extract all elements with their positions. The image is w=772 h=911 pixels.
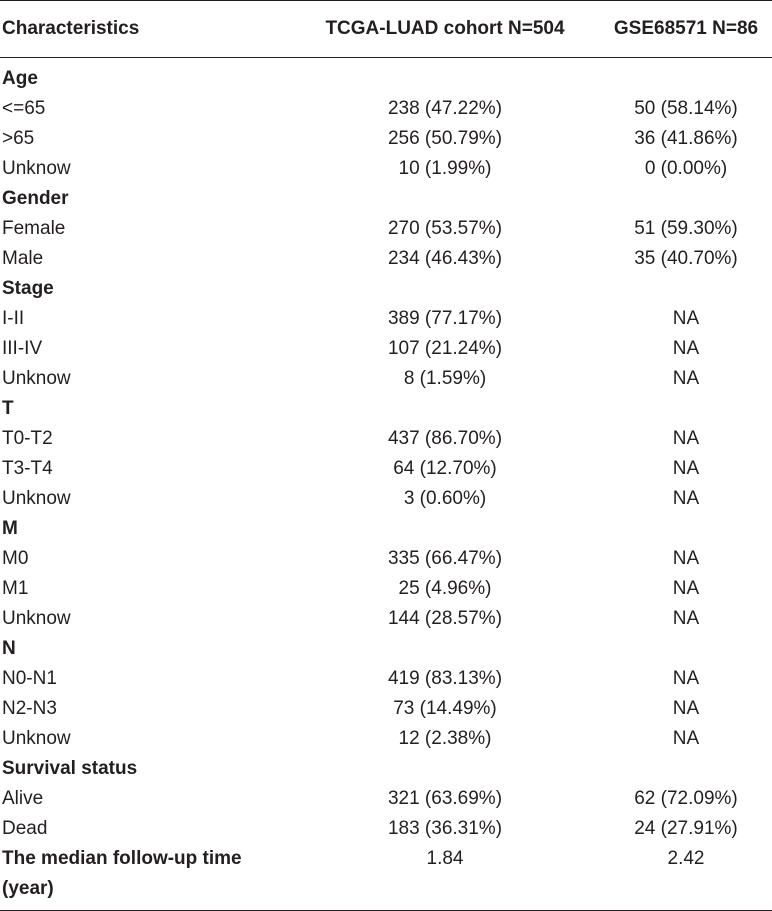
section-header-row — [0, 184, 772, 214]
tcga-value: 238 (47.22%) — [387, 98, 503, 119]
gse-value: NA — [672, 428, 700, 449]
tcga-value — [290, 634, 600, 664]
section-label: Stage — [2, 278, 54, 299]
table-body — [0, 58, 772, 911]
gse-value — [600, 274, 772, 304]
gse-value — [600, 634, 772, 664]
tcga-value: 256 (50.79%) — [387, 128, 503, 149]
section-header-row — [0, 634, 772, 664]
tcga-value: 3 (0.60%) — [403, 488, 487, 509]
gse-value — [600, 184, 772, 214]
gse-value: 35 (40.70%) — [634, 248, 738, 269]
table-row — [0, 604, 772, 634]
row-label: Unknow — [2, 728, 71, 749]
gse-value: NA — [672, 458, 700, 479]
gse-value — [600, 754, 772, 784]
row-label: Dead — [2, 818, 48, 839]
gse-value — [600, 64, 772, 94]
median-follow-up-row — [0, 844, 772, 911]
table-row — [0, 334, 772, 364]
row-label: N0-N1 — [2, 668, 57, 689]
table-row — [0, 424, 772, 454]
section-label: N — [2, 638, 16, 659]
tcga-value: 270 (53.57%) — [387, 218, 503, 239]
table-row — [0, 364, 772, 394]
gse-value: NA — [672, 308, 700, 329]
gse-value: NA — [672, 578, 700, 599]
tcga-value: 107 (21.24%) — [387, 338, 503, 359]
row-label: <=65 — [2, 98, 46, 119]
row-label: T0-T2 — [2, 428, 53, 449]
table-row — [0, 724, 772, 754]
table-header — [0, 1, 772, 58]
row-label: III-IV — [2, 338, 43, 359]
row-label: Unknow — [2, 368, 71, 389]
section-header-row — [0, 754, 772, 784]
gse-value — [600, 514, 772, 544]
gse-value: NA — [672, 608, 700, 629]
table-row — [0, 664, 772, 694]
table-row — [0, 454, 772, 484]
tcga-value: 10 (1.99%) — [398, 158, 492, 179]
row-label: Unknow — [2, 158, 71, 179]
section-label: T — [2, 398, 14, 419]
row-label: M0 — [2, 548, 29, 569]
gse-value: NA — [672, 488, 700, 509]
tcga-value: 437 (86.70%) — [387, 428, 503, 449]
tcga-value — [290, 184, 600, 214]
tcga-value — [290, 394, 600, 424]
section-label: M — [2, 518, 18, 539]
gse-value: NA — [672, 728, 700, 749]
row-label: Alive — [2, 788, 44, 809]
gse-value: NA — [672, 668, 700, 689]
tcga-value: 419 (83.13%) — [387, 668, 503, 689]
row-label: Unknow — [2, 608, 71, 629]
gse-value: NA — [672, 368, 700, 389]
table-row — [0, 484, 772, 514]
row-label: Female — [2, 218, 66, 239]
tcga-value: 144 (28.57%) — [387, 608, 503, 629]
table-row — [0, 574, 772, 604]
tcga-value: 183 (36.31%) — [387, 818, 503, 839]
tcga-value — [290, 64, 600, 94]
gse-value: 62 (72.09%) — [634, 788, 738, 809]
tcga-value: 335 (66.47%) — [387, 548, 503, 569]
gse-value: NA — [672, 548, 700, 569]
gse-value: NA — [672, 698, 700, 719]
gse-value: 36 (41.86%) — [634, 128, 738, 149]
table-row — [0, 94, 772, 124]
median-follow-up-label: The median follow-up time (year) — [0, 844, 290, 911]
table-row — [0, 694, 772, 724]
row-label: Unknow — [2, 488, 71, 509]
gse-median-follow-up: 2.42 — [600, 844, 772, 911]
gse-value — [600, 394, 772, 424]
table-row — [0, 244, 772, 274]
header-row — [0, 1, 772, 58]
gse-value: 51 (59.30%) — [634, 218, 738, 239]
tcga-value: 64 (12.70%) — [393, 458, 497, 479]
tcga-value: 321 (63.69%) — [387, 788, 503, 809]
table-row — [0, 784, 772, 814]
row-label: I-II — [2, 308, 25, 329]
table-row — [0, 544, 772, 574]
section-label: Gender — [2, 188, 69, 209]
header-gse-cohort: GSE68571 N=86 — [600, 1, 772, 58]
header-characteristics: Characteristics — [0, 1, 290, 58]
tcga-value: 389 (77.17%) — [387, 308, 503, 329]
row-label: Male — [2, 248, 44, 269]
gse-value: NA — [672, 338, 700, 359]
table-row — [0, 814, 772, 844]
row-label: >65 — [2, 128, 35, 149]
section-header-row — [0, 394, 772, 424]
table-row — [0, 214, 772, 244]
tcga-value — [290, 274, 600, 304]
section-header-row — [0, 514, 772, 544]
tcga-value: 8 (1.59%) — [403, 368, 487, 389]
row-label: T3-T4 — [2, 458, 53, 479]
section-header-row — [0, 64, 772, 94]
tcga-value: 234 (46.43%) — [387, 248, 503, 269]
tcga-value: 73 (14.49%) — [393, 698, 497, 719]
gse-value: 24 (27.91%) — [634, 818, 738, 839]
gse-value: 50 (58.14%) — [634, 98, 738, 119]
gse-value: 0 (0.00%) — [644, 158, 728, 179]
tcga-value — [290, 754, 600, 784]
tcga-value — [290, 514, 600, 544]
tcga-median-follow-up: 1.84 — [290, 844, 600, 911]
section-label: Age — [2, 68, 38, 89]
tcga-value: 12 (2.38%) — [398, 728, 492, 749]
table-row — [0, 124, 772, 154]
row-label: N2-N3 — [2, 698, 57, 719]
header-tcga-cohort: TCGA-LUAD cohort N=504 — [290, 1, 600, 58]
section-label: Survival status — [2, 758, 138, 779]
table-row — [0, 304, 772, 334]
table-row — [0, 154, 772, 184]
tcga-value: 25 (4.96%) — [398, 578, 492, 599]
section-header-row — [0, 274, 772, 304]
row-label: M1 — [2, 578, 29, 599]
